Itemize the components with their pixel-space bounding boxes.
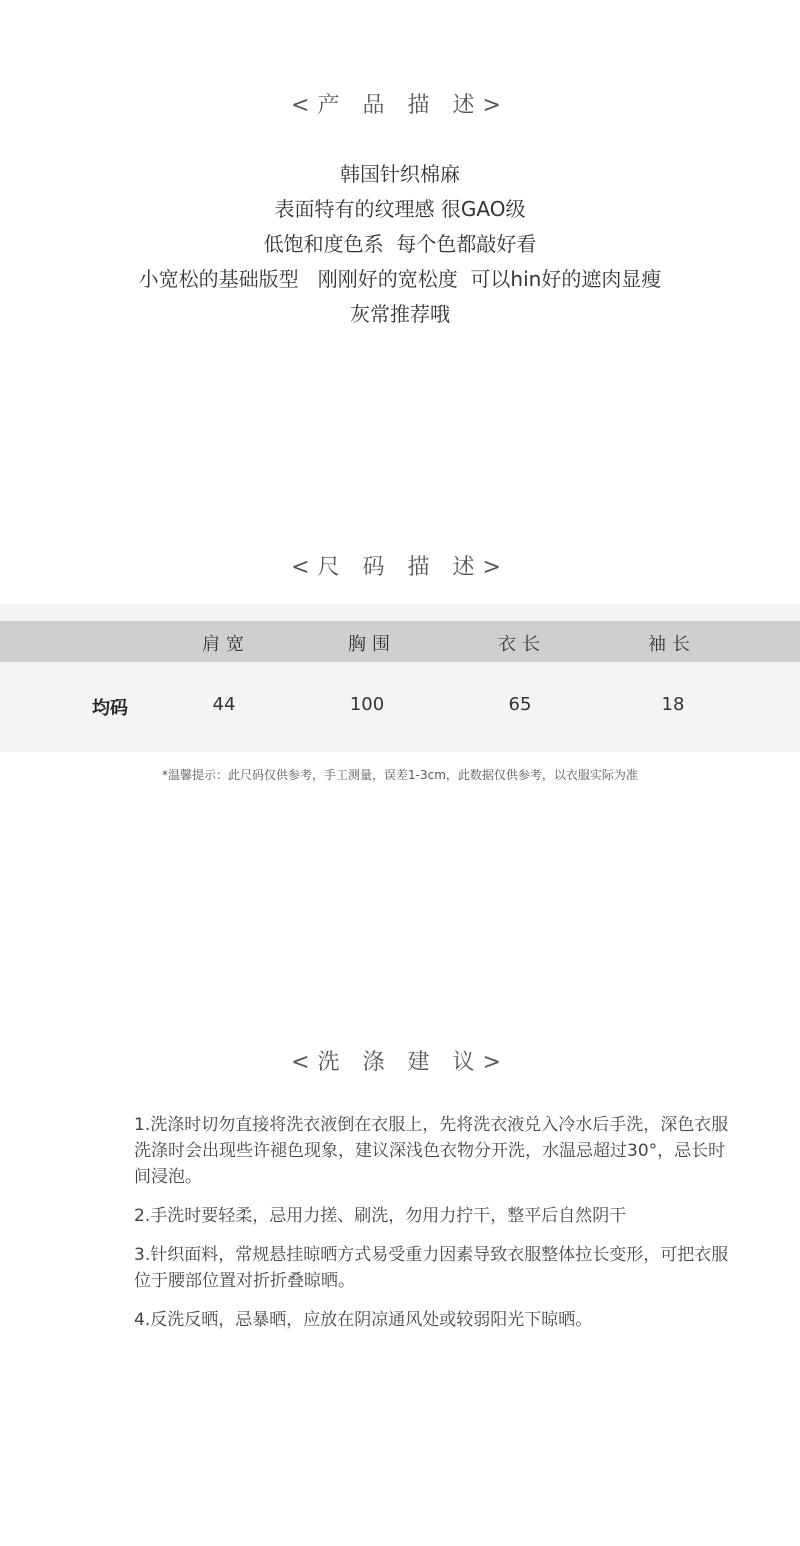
washing-advice-item: 4.反洗反晒，忌暴晒，应放在阴凉通风处或较弱阳光下晾晒。 <box>134 1310 593 1330</box>
size-note: *温馨提示：此尺码仅供参考，手工测量，误差1-3cm，此数据仅供参考，以衣服实际为准 <box>162 768 638 782</box>
washing-advice-title: <洗 涤 建 议> <box>291 1050 509 1075</box>
description-line: 小宽松的基础版型 刚刚好的宽松度 可以hin好的遮肉显瘦 <box>138 267 662 291</box>
washing-advice-item: 2.手洗时要轻柔，忌用力搓、刷洗，勿用力拧干，整平后自然阴干 <box>134 1206 627 1226</box>
washing-advice-item: 1.洗涤时切勿直接将洗衣液倒在衣服上，先将洗衣液兑入冷水后手洗，深色衣服洗涤时会出现些许褪色现象，建议深浅色衣物分开洗，水温忌超过30°，忌长时间浸泡。 <box>134 1115 729 1187</box>
header-chest: 胸围 <box>348 634 396 655</box>
header-length: 衣长 <box>498 634 546 655</box>
header-shoulder: 肩宽 <box>202 634 250 655</box>
value-length: 65 <box>508 694 532 715</box>
value-sleeve: 18 <box>661 694 685 715</box>
header-sleeve: 袖长 <box>648 634 696 655</box>
description-line: 表面特有的纹理感 很GAO级 <box>274 197 526 221</box>
product-description <box>0 157 800 332</box>
product-description-title: <产 品 描 述> <box>291 93 509 118</box>
washing-advice-item: 3.针织面料，常规悬挂晾晒方式易受重力因素导致衣服整体拉长变形，可把衣服位于腰部位置对折折叠晾晒。 <box>134 1245 729 1291</box>
description-line: 低饱和度色系 每个色都敲好看 <box>263 232 537 256</box>
size-description-title: <尺 码 描 述> <box>291 555 509 580</box>
description-line: 灰常推荐哦 <box>350 302 450 326</box>
washing-advice-list <box>134 1112 734 1346</box>
value-chest: 100 <box>349 694 385 715</box>
value-shoulder: 44 <box>212 694 236 715</box>
description-line: 韩国针织棉麻 <box>340 162 460 186</box>
size-row-label: 均码 <box>92 698 128 719</box>
